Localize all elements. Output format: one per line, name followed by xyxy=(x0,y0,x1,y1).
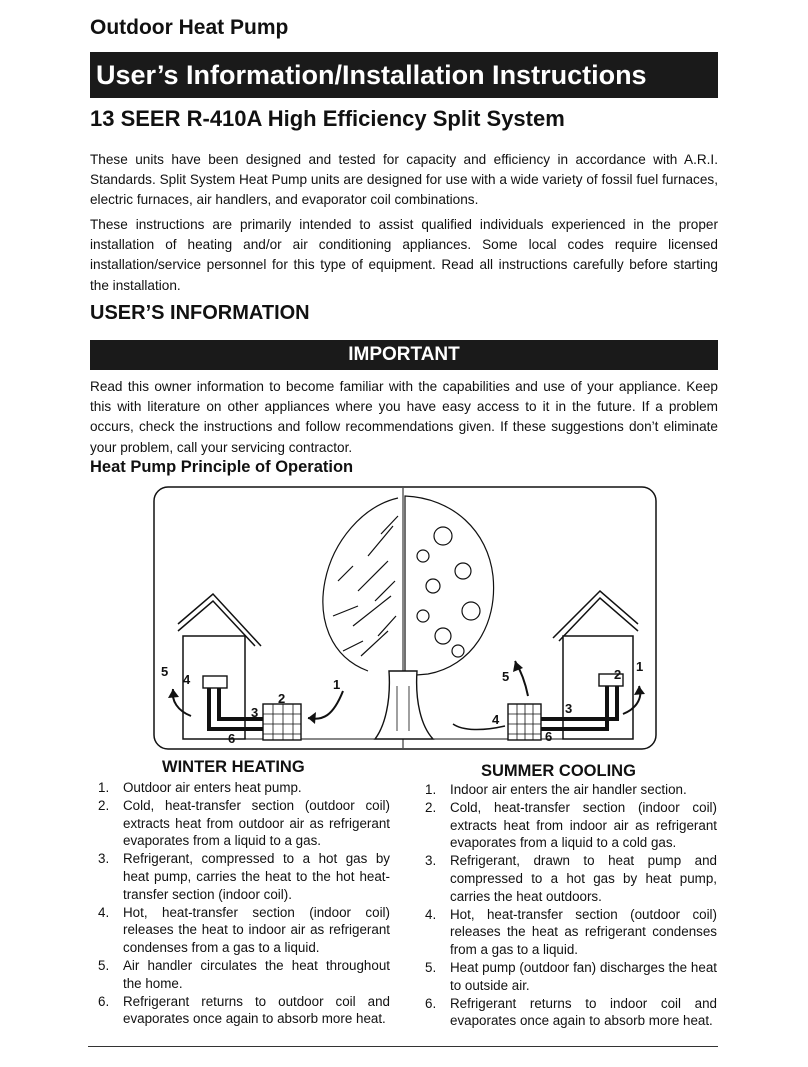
list-item xyxy=(90,850,390,903)
list-item xyxy=(90,797,390,850)
list-item xyxy=(90,957,390,993)
important-banner: IMPORTANT xyxy=(90,340,718,370)
step-text: Cold, heat-transfer section (indoor coil) extracts heat from indoor air as refrigerant evaporates from a liquid to a cold gas. xyxy=(450,799,717,851)
list-item xyxy=(417,781,717,799)
step-text: Heat pump (outdoor fan) discharges the heat to outside air. xyxy=(450,959,717,993)
list-item xyxy=(90,779,390,797)
important-paragraph: Read this owner information to become familiar with the capabilities and use of your appliance. Keep this with literature on other appliances where you have easy access to it in the future. If a problem occurs, check the instructions and follow recommendations given. If these suggestions don’t eliminate your problem, call your servicing contractor. xyxy=(90,379,718,455)
callout-left-3: 3 xyxy=(251,705,259,720)
diagram-heading: Heat Pump Principle of Operation xyxy=(90,458,354,476)
step-number: 4. xyxy=(425,906,437,922)
indoor-unit-left xyxy=(203,676,227,688)
step-text: Refrigerant returns to outdoor coil and evaporates once again to absorb more heat. xyxy=(123,993,390,1027)
callout-left-1: 1 xyxy=(333,677,341,692)
outdoor-unit-left xyxy=(263,704,301,740)
callout-right-5: 5 xyxy=(502,669,510,684)
callout-left-4: 4 xyxy=(183,672,191,687)
winter-heating-heading: WINTER HEATING xyxy=(162,758,305,776)
list-item xyxy=(90,904,390,957)
document-label: Outdoor Heat Pump xyxy=(90,16,289,39)
callout-right-4: 4 xyxy=(492,712,500,727)
step-text: Air handler circulates the heat throughout the home. xyxy=(123,957,390,991)
step-text: Refrigerant, compressed to a hot gas by heat pump, carries the heat to the hot heat-transfer section (indoor coil). xyxy=(123,851,390,902)
callout-left-6: 6 xyxy=(228,731,236,746)
heat-pump-diagram xyxy=(153,486,657,750)
step-number: 5. xyxy=(425,959,437,975)
summer-steps-list xyxy=(417,781,717,1030)
step-number: 4. xyxy=(98,904,110,920)
list-item xyxy=(90,993,390,1029)
step-number: 6. xyxy=(98,993,110,1009)
outdoor-unit-right xyxy=(508,704,541,740)
step-number: 2. xyxy=(98,797,110,813)
step-text: Refrigerant, drawn to heat pump and compressed to a hot gas by heat pump, carries the heat outdoors. xyxy=(450,853,717,904)
step-number: 6. xyxy=(425,995,437,1011)
step-number: 1. xyxy=(425,782,437,797)
winter-steps-list xyxy=(90,779,390,1028)
title-banner: User’s Information/Installation Instructions xyxy=(90,52,718,98)
callout-right-3: 3 xyxy=(565,701,573,716)
summer-cooling-heading: SUMMER COOLING xyxy=(481,762,636,780)
callout-right-1: 1 xyxy=(636,659,644,674)
list-item xyxy=(417,906,717,959)
users-information-heading: USER’S INFORMATION xyxy=(90,302,310,324)
callout-right-6: 6 xyxy=(545,729,553,744)
page-subtitle: 13 SEER R-410A High Efficiency Split System xyxy=(90,106,565,131)
callout-left-2: 2 xyxy=(278,691,286,706)
step-text: Indoor air enters the air handler section. xyxy=(450,782,687,797)
list-item xyxy=(417,995,717,1031)
list-item xyxy=(417,959,717,995)
step-text: Hot, heat-transfer section (indoor coil) releases the heat to indoor air as refrigerant condenses from a gas to a liquid. xyxy=(123,904,390,956)
intro-paragraph-2: These instructions are primarily intended to assist qualified individuals experienced in the proper installation of heating and/or air conditioning appliances. Some local codes require licensed installation/service personnel for this type of equipment. Read all instructions carefully before starting the installation. xyxy=(90,217,718,293)
list-item xyxy=(417,852,717,905)
step-text: Refrigerant returns to indoor coil and evaporates once again to absorb more heat. xyxy=(450,995,717,1029)
step-number: 5. xyxy=(98,957,110,973)
step-number: 2. xyxy=(425,799,437,815)
step-text: Cold, heat-transfer section (outdoor coil) extracts heat from outdoor air as refrigerant evaporates from a liquid to a gas. xyxy=(123,797,390,849)
step-text: Outdoor air enters heat pump. xyxy=(123,780,302,795)
callout-right-2: 2 xyxy=(614,667,622,682)
bottom-divider xyxy=(88,1046,718,1047)
step-number: 3. xyxy=(98,851,110,867)
step-number: 3. xyxy=(425,853,437,869)
intro-paragraph-1: These units have been designed and tested for capacity and efficiency in accordance with A.R.I. Standards. Split System Heat Pump units are designed for use with a wide variety of fossil fuel furnaces, electric furnaces, air handlers, and evaporator coil combinations. xyxy=(90,152,718,208)
list-item xyxy=(417,799,717,852)
step-text: Hot, heat-transfer section (outdoor coil) releases the heat as refrigerant condenses from a gas to a liquid. xyxy=(450,906,717,958)
callout-left-5: 5 xyxy=(161,664,169,679)
step-number: 1. xyxy=(98,780,110,795)
